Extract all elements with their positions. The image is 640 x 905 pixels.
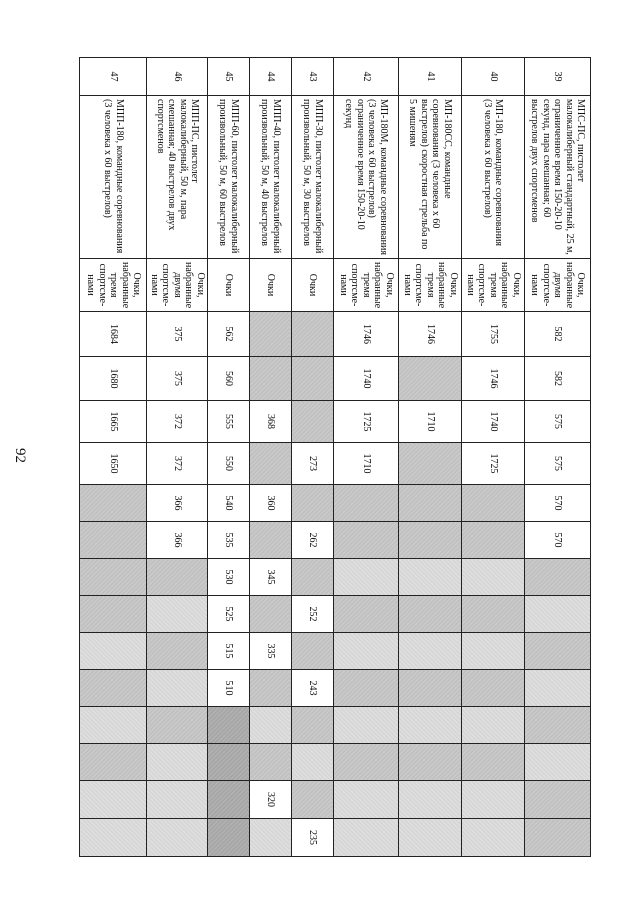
table-row bbox=[292, 58, 334, 857]
value-cell bbox=[462, 670, 525, 707]
discipline-name-cell: МПП-60, пистолет малокалиберный произвольный, 50 м, 60 выстрелов bbox=[208, 96, 250, 259]
value-cell: 540 bbox=[208, 485, 250, 522]
discipline-name-cell: МПС-ПС, пистолет малокалиберный стандартный, 25 м, ограниченное время 150-20-10 секунд, пара смешанная; 60 выстрелов двух спортсменов bbox=[525, 96, 591, 259]
value-cell bbox=[399, 485, 462, 522]
table-row bbox=[80, 58, 147, 857]
value-cell: 1746 bbox=[399, 312, 462, 357]
value-cell bbox=[147, 596, 208, 633]
value-cell: 575 bbox=[525, 443, 591, 485]
value-cell: 1725 bbox=[462, 443, 525, 485]
table-row bbox=[399, 58, 462, 857]
value-cell: 582 bbox=[525, 312, 591, 357]
value-cell bbox=[80, 559, 147, 596]
value-cell bbox=[147, 670, 208, 707]
value-cell: 243 bbox=[292, 670, 334, 707]
value-cell bbox=[147, 559, 208, 596]
value-cell: 560 bbox=[208, 357, 250, 401]
value-cell bbox=[525, 819, 591, 857]
value-cell bbox=[292, 559, 334, 596]
value-cell: 372 bbox=[147, 401, 208, 443]
value-cell: 366 bbox=[147, 485, 208, 522]
value-cell bbox=[80, 781, 147, 819]
value-cell bbox=[80, 744, 147, 781]
value-cell bbox=[292, 707, 334, 744]
value-cell: 555 bbox=[208, 401, 250, 443]
unit-cell: Очки, набранные двумя спортсме-нами bbox=[525, 259, 591, 312]
unit-cell: Очки bbox=[292, 259, 334, 312]
unit-cell: Очки, набранные двумя спортсме-нами bbox=[147, 259, 208, 312]
discipline-name-cell: МПП-40, пистолет малокалиберный произвольный, 50 м, 40 выстрелов bbox=[250, 96, 292, 259]
value-cell: 335 bbox=[250, 633, 292, 670]
value-cell bbox=[525, 744, 591, 781]
value-cell bbox=[334, 781, 399, 819]
value-cell: 1665 bbox=[80, 401, 147, 443]
row-number-cell: 46 bbox=[147, 58, 208, 96]
value-cell bbox=[250, 357, 292, 401]
value-cell bbox=[80, 485, 147, 522]
value-cell bbox=[334, 744, 399, 781]
value-cell bbox=[462, 522, 525, 559]
value-cell bbox=[292, 312, 334, 357]
table-row bbox=[147, 58, 208, 857]
value-cell bbox=[399, 781, 462, 819]
value-cell bbox=[399, 596, 462, 633]
value-cell bbox=[399, 522, 462, 559]
value-cell: 368 bbox=[250, 401, 292, 443]
discipline-name-cell: МП-180, командные соревнования (3 человека х 60 выстрелов) bbox=[462, 96, 525, 259]
value-cell bbox=[292, 633, 334, 670]
table-row bbox=[525, 58, 591, 857]
value-cell bbox=[208, 707, 250, 744]
value-cell bbox=[399, 744, 462, 781]
value-cell bbox=[462, 559, 525, 596]
value-cell: 515 bbox=[208, 633, 250, 670]
value-cell: 1740 bbox=[462, 401, 525, 443]
value-cell: 1680 bbox=[80, 357, 147, 401]
value-cell bbox=[525, 707, 591, 744]
value-cell bbox=[80, 633, 147, 670]
value-cell: 1650 bbox=[80, 443, 147, 485]
value-cell bbox=[80, 596, 147, 633]
value-cell bbox=[292, 781, 334, 819]
row-number-cell: 41 bbox=[399, 58, 462, 96]
discipline-name-cell: МПП-180, командные соревнования (3 человека х 60 выстрелов) bbox=[80, 96, 147, 259]
value-cell bbox=[250, 312, 292, 357]
value-cell: 235 bbox=[292, 819, 334, 857]
value-cell: 535 bbox=[208, 522, 250, 559]
value-cell: 262 bbox=[292, 522, 334, 559]
value-cell bbox=[292, 485, 334, 522]
unit-cell: Очки, набранные тремя спортсме-нами bbox=[399, 259, 462, 312]
discipline-name-cell: МП-180М, командные соревнования (3 человека х 60 выстрелов) ограниченное время 150-20-10 секунд bbox=[334, 96, 399, 259]
value-cell bbox=[399, 443, 462, 485]
value-cell bbox=[208, 744, 250, 781]
value-cell bbox=[462, 744, 525, 781]
value-cell: 570 bbox=[525, 485, 591, 522]
value-cell: 530 bbox=[208, 559, 250, 596]
value-cell: 375 bbox=[147, 312, 208, 357]
value-cell bbox=[208, 819, 250, 857]
value-cell: 550 bbox=[208, 443, 250, 485]
value-cell bbox=[334, 522, 399, 559]
value-cell: 372 bbox=[147, 443, 208, 485]
value-cell: 1755 bbox=[462, 312, 525, 357]
row-number-cell: 44 bbox=[250, 58, 292, 96]
value-cell: 1725 bbox=[334, 401, 399, 443]
table-row bbox=[334, 58, 399, 857]
value-cell bbox=[80, 670, 147, 707]
row-number-cell: 45 bbox=[208, 58, 250, 96]
value-cell bbox=[208, 781, 250, 819]
page-number: 92 bbox=[12, 448, 28, 463]
value-cell bbox=[462, 781, 525, 819]
value-cell bbox=[399, 707, 462, 744]
value-cell bbox=[525, 596, 591, 633]
value-cell bbox=[462, 485, 525, 522]
row-number-cell: 39 bbox=[525, 58, 591, 96]
discipline-name-cell: МПП-ПС, пистолет малокалиберный, 50 м, пара смешанная; 40 выстрелов двух спортсменов bbox=[147, 96, 208, 259]
value-cell: 320 bbox=[250, 781, 292, 819]
row-number-cell: 43 bbox=[292, 58, 334, 96]
value-cell bbox=[399, 357, 462, 401]
value-cell bbox=[399, 819, 462, 857]
value-cell bbox=[462, 596, 525, 633]
value-cell bbox=[462, 819, 525, 857]
value-cell bbox=[80, 522, 147, 559]
unit-cell: Очки bbox=[250, 259, 292, 312]
value-cell: 1710 bbox=[399, 401, 462, 443]
value-cell bbox=[334, 485, 399, 522]
value-cell bbox=[525, 670, 591, 707]
value-cell bbox=[292, 357, 334, 401]
value-cell bbox=[250, 670, 292, 707]
value-cell bbox=[334, 819, 399, 857]
value-cell: 575 bbox=[525, 401, 591, 443]
unit-cell: Очки, набранные тремя спортсме-нами bbox=[80, 259, 147, 312]
value-cell bbox=[399, 559, 462, 596]
value-cell: 345 bbox=[250, 559, 292, 596]
value-cell: 562 bbox=[208, 312, 250, 357]
value-cell: 570 bbox=[525, 522, 591, 559]
value-cell bbox=[399, 633, 462, 670]
value-cell bbox=[250, 819, 292, 857]
value-cell: 525 bbox=[208, 596, 250, 633]
norms-table bbox=[80, 57, 592, 857]
value-cell bbox=[334, 633, 399, 670]
value-cell bbox=[525, 633, 591, 670]
value-cell: 582 bbox=[525, 357, 591, 401]
value-cell bbox=[147, 781, 208, 819]
table-row bbox=[250, 58, 292, 857]
value-cell bbox=[250, 744, 292, 781]
unit-cell: Очки, набранные тремя спортсме-нами bbox=[462, 259, 525, 312]
discipline-name-cell: МПП-30, пистолет малокалиберный произвольный, 50 м, 30 выстрелов bbox=[292, 96, 334, 259]
row-number-cell: 40 bbox=[462, 58, 525, 96]
discipline-name-cell: МП-180СС, командные соревнования (3 человека х 60 выстрелов) скоростная стрельба по 5 мишеням bbox=[399, 96, 462, 259]
value-cell bbox=[147, 633, 208, 670]
value-cell bbox=[80, 707, 147, 744]
value-cell bbox=[292, 744, 334, 781]
unit-cell: Очки bbox=[208, 259, 250, 312]
table-row bbox=[208, 58, 250, 857]
value-cell: 1746 bbox=[334, 312, 399, 357]
value-cell bbox=[80, 819, 147, 857]
unit-cell: Очки, набранные тремя спортсме-нами bbox=[334, 259, 399, 312]
value-cell bbox=[334, 559, 399, 596]
table-row bbox=[462, 58, 525, 857]
value-cell: 1684 bbox=[80, 312, 147, 357]
value-cell bbox=[292, 401, 334, 443]
value-cell bbox=[399, 670, 462, 707]
value-cell bbox=[147, 744, 208, 781]
value-cell bbox=[334, 596, 399, 633]
value-cell bbox=[525, 559, 591, 596]
value-cell bbox=[147, 819, 208, 857]
value-cell bbox=[250, 443, 292, 485]
value-cell bbox=[250, 522, 292, 559]
value-cell: 252 bbox=[292, 596, 334, 633]
value-cell bbox=[334, 670, 399, 707]
rotated-table-container bbox=[81, 57, 591, 845]
row-number-cell: 47 bbox=[80, 58, 147, 96]
value-cell: 273 bbox=[292, 443, 334, 485]
value-cell bbox=[250, 707, 292, 744]
value-cell bbox=[525, 781, 591, 819]
value-cell bbox=[462, 633, 525, 670]
value-cell bbox=[334, 707, 399, 744]
value-cell: 1740 bbox=[334, 357, 399, 401]
value-cell: 375 bbox=[147, 357, 208, 401]
value-cell bbox=[462, 707, 525, 744]
value-cell bbox=[250, 596, 292, 633]
value-cell: 1710 bbox=[334, 443, 399, 485]
value-cell bbox=[147, 707, 208, 744]
value-cell: 360 bbox=[250, 485, 292, 522]
row-number-cell: 42 bbox=[334, 58, 399, 96]
value-cell: 1746 bbox=[462, 357, 525, 401]
value-cell: 510 bbox=[208, 670, 250, 707]
value-cell: 366 bbox=[147, 522, 208, 559]
